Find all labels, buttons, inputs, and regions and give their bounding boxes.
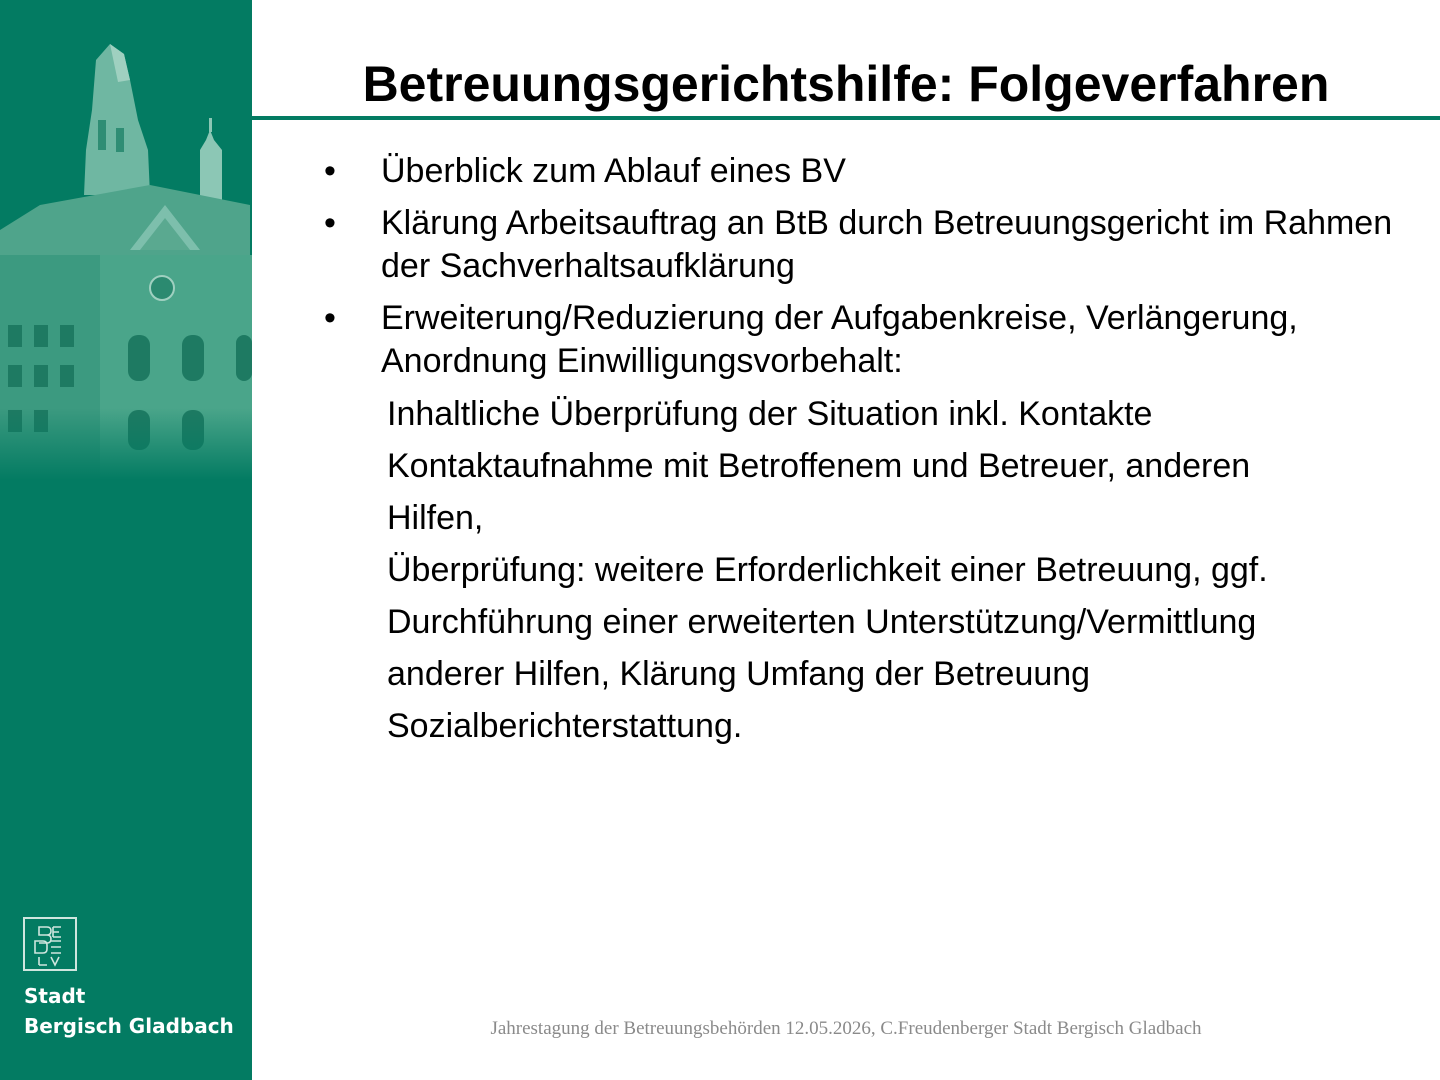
city-hall-photo — [0, 0, 252, 480]
detail-line: Kontaktaufnahme mit Betroffenem und Betreuer, anderen — [387, 447, 1251, 485]
bullet-text: Erweiterung/Reduzierung der Aufgabenkreise, Verlängerung, Anordnung Einwilligungsvorbehalt: — [381, 299, 1298, 380]
bullet-text: Überblick zum Ablauf eines BV — [381, 152, 846, 190]
city-name — [24, 981, 234, 1041]
bullet-item — [320, 202, 1420, 288]
bullet-marker: • — [324, 152, 336, 190]
bullet-text: Klärung Arbeitsauftrag an BtB durch Betreuungsgericht im Rahmen der Sachverhaltsaufklärung — [381, 204, 1393, 285]
detail-line: Sozialberichterstattung. — [387, 707, 743, 745]
bullet-list — [320, 150, 1420, 392]
city-name-line1: Stadt — [24, 984, 86, 1008]
bullet-marker: • — [324, 299, 336, 337]
bullet-item — [320, 150, 1420, 193]
sidebar-branding — [0, 0, 252, 1080]
detail-line: anderer Hilfen, Klärung Umfang der Betreuung — [387, 655, 1091, 693]
detail-line: Hilfen, — [387, 499, 484, 537]
detail-line: Inhaltliche Überprüfung der Situation inkl. Kontakte — [387, 395, 1153, 433]
slide-title: Betreuungsgerichtshilfe: Folgeverfahren — [362, 56, 1330, 112]
detail-text — [387, 388, 1427, 752]
detail-line: Durchführung einer erweiterten Unterstützung/Vermittlung — [387, 603, 1257, 641]
city-name-line2: Bergisch Gladbach — [24, 1014, 234, 1038]
bullet-marker: • — [324, 204, 336, 242]
detail-line: Überprüfung: weitere Erforderlichkeit einer Betreuung, ggf. — [387, 551, 1268, 589]
bullet-item — [320, 297, 1420, 383]
title-divider — [252, 116, 1440, 120]
city-logo-icon — [23, 917, 77, 971]
slide-footer: Jahrestagung der Betreuungsbehörden 12.05.2026, C.Freudenberger Stadt Bergisch Gladbach — [490, 1018, 1202, 1039]
